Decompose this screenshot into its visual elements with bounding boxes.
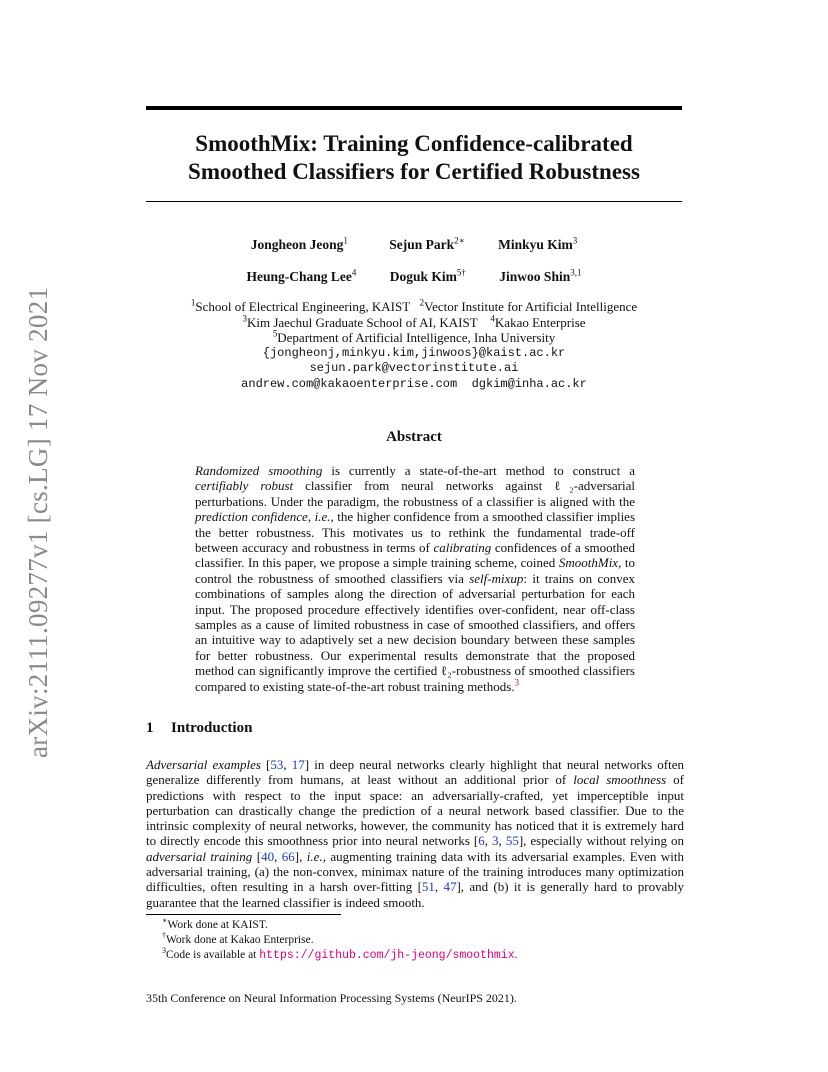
conference-note: 35th Conference on Neural Information Processing Systems (NeurIPS 2021). bbox=[146, 991, 517, 1005]
author: Doguk Kim$^{5\dagger}$ bbox=[389, 267, 466, 284]
paper-title bbox=[146, 130, 682, 186]
footnotes bbox=[162, 918, 517, 963]
footnote: $^3$Code is available at https://github.com/jh-jeong/smoothmix. bbox=[162, 946, 518, 962]
intro-paragraph: Adversarial examples [53, 17] in deep neural networks clearly highlight that neural networks often generalize differently from humans, at least without an additional prior of local smoothness of predictions with respect to the input space: an adversarially-crafted, yet imperceptible input perturbation can drastically change the prediction of a neural network based classifier. Due to the intrinsic complexity of neural networks, however, the community has noticed that it is extremely hard to directly encode this smoothness prior into neural networks [6, 3, 55], especially without relying on adversarial training [40, 66], i.e., augmenting training data with its adversarial examples. Even with adversarial training, (a) the non-convex, minimax nature of the training introduces many optimization difficulties, often resulting in a harsh over-fitting [51, 47], and (b) it is generally hard to provably guarantee that the learned classifier is indeed smooth. bbox=[146, 757, 685, 910]
section-heading: 1 Introduction bbox=[146, 720, 253, 736]
author: Jinwoo Shin$^{3,1}$ bbox=[499, 267, 582, 284]
author: Heung-Chang Lee$^4$ bbox=[246, 267, 357, 284]
email-line: andrew.com@kakaoenterprise.com dgkim@inha.ac.kr bbox=[241, 376, 587, 391]
footnote: ∗Work done at KAIST. bbox=[162, 916, 268, 931]
citation-link[interactable]: 55 bbox=[505, 833, 519, 849]
citation-link[interactable]: 51 bbox=[421, 879, 435, 895]
affiliation-line: $^1$School of Electrical Engineering, KAIST $^2$Vector Institute for Artificial Intelligence bbox=[190, 297, 638, 314]
affiliation-line: $^5$Department of Artificial Intelligence, Inha University bbox=[272, 328, 556, 345]
author-row-1 bbox=[146, 237, 682, 253]
abstract-heading: Abstract bbox=[386, 429, 442, 445]
affiliations bbox=[146, 299, 682, 392]
arxiv-stamp: arXiv:2111.09277v1 [cs.LG] 17 Nov 2021 bbox=[23, 286, 53, 758]
author: Minkyu Kim$^3$ bbox=[498, 235, 578, 252]
github-link[interactable]: https://github.com/jh-jeong/smoothmix bbox=[259, 949, 515, 962]
citation-link[interactable]: 3 bbox=[492, 833, 499, 849]
title-bottom-rule bbox=[146, 201, 682, 202]
footnote-rule bbox=[146, 914, 341, 915]
footnote: †Work done at Kakao Enterprise. bbox=[162, 931, 314, 946]
citation-link[interactable]: 40 bbox=[261, 848, 275, 864]
citation-link[interactable]: 47 bbox=[443, 879, 457, 895]
citation-link[interactable]: 53 bbox=[270, 757, 284, 772]
citation-link[interactable]: 17 bbox=[291, 757, 305, 772]
affiliation-line: $^3$Kim Jaechul Graduate School of AI, KAIST $^4$Kakao Enterprise bbox=[242, 313, 586, 330]
author: Sejun Park$^{2∗}$ bbox=[389, 235, 465, 252]
title-line-2: Smoothed Classifiers for Certified Robustness bbox=[188, 159, 640, 184]
abstract-body: Randomized smoothing is currently a state-of-the-art method to construct a certifiably robust classifier from neural networks against ℓ₂-adversarial perturbations. Under the paradigm, the robustness of a classifier is aligned with the prediction confidence, i.e., the higher confidence from a smoothed classifier implies the better robustness. This motivates us to rethink the fundamental trade-off between accuracy and robustness in terms of calibrating confidences of a smoothed classifier. In this paper, we propose a simple training scheme, coined SmoothMix, to control the robustness of smoothed classifiers via self-mixup: it trains on convex combinations of samples along the direction of adversarial perturbation for each input. The proposed procedure effectively identifies over-confident, near off-class samples as a cause of limited robustness in case of smoothed classifiers, and offers an intuitive way to adaptively set a new decision boundary between these samples for better robustness. Our experimental results demonstrate that the proposed method can significantly improve the certified ℓ₂-robustness of smoothed classifiers compared to existing state-of-the-art robust training methods.$^3$ bbox=[195, 463, 636, 694]
title-line-1: SmoothMix: Training Confidence-calibrated bbox=[195, 131, 633, 156]
footnote-link[interactable]: 3 bbox=[514, 677, 519, 688]
citation-link[interactable]: 66 bbox=[281, 848, 295, 864]
citation-link[interactable]: 6 bbox=[478, 833, 485, 849]
email-line: {jongheonj,minkyu.kim,jinwoos}@kaist.ac.kr bbox=[262, 345, 566, 360]
author-row-2 bbox=[146, 269, 682, 285]
author: Jongheon Jeong$^1$ bbox=[250, 235, 348, 252]
title-top-rule bbox=[146, 106, 682, 110]
email-line: sejun.park@vectorinstitute.ai bbox=[309, 361, 519, 375]
